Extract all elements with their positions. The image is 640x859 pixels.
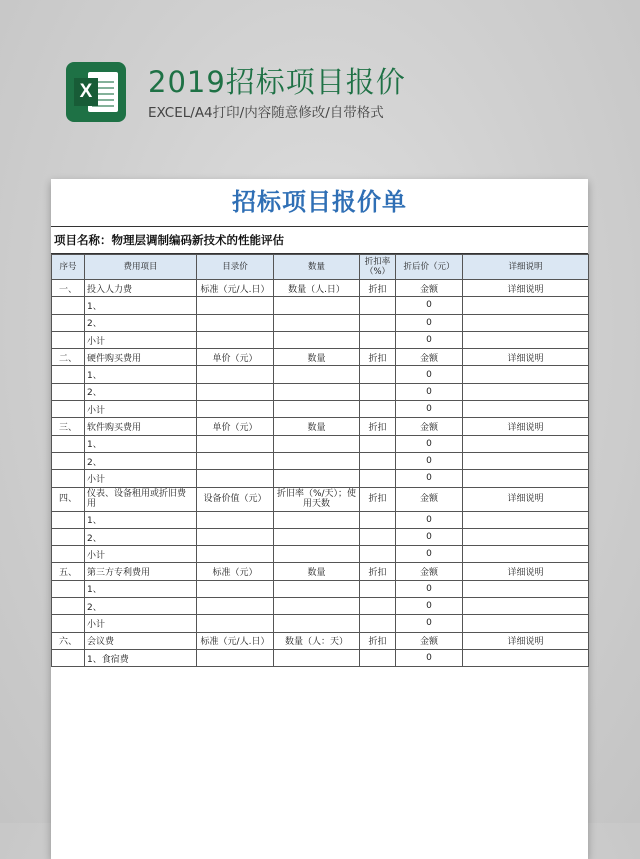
cell-no [52,314,85,331]
quote-sheet [51,179,588,859]
cell-discount [360,297,396,314]
cell-qty [274,615,360,632]
cell-item: 小计 [85,331,197,348]
cell-price: 标准（元） [197,563,274,580]
table-row [52,418,589,435]
cell-discount: 折扣 [360,487,396,511]
cell-price [197,383,274,400]
cell-note: 详细说明 [463,563,589,580]
table-row [52,297,589,314]
cell-note [463,580,589,597]
cell-qty: 数量 [274,418,360,435]
page-title: 2019招标项目报价 [148,65,406,99]
cell-qty [274,470,360,487]
cell-item: 2、 [85,452,197,469]
cell-qty [274,331,360,348]
cell-no [52,511,85,528]
col-header-after-price: 折后价（元） [396,255,463,280]
table-header-row [52,255,589,280]
cell-discount [360,383,396,400]
table-row [52,366,589,383]
cell-no [52,366,85,383]
cell-item: 1、 [85,297,197,314]
cell-no: 五、 [52,563,85,580]
cell-note [463,649,589,666]
cell-note [463,546,589,563]
cell-discount [360,366,396,383]
table-row [52,632,589,649]
cell-after-price: 0 [396,331,463,348]
col-header-note: 详细说明 [463,255,589,280]
cell-discount [360,401,396,418]
cell-note [463,401,589,418]
cell-qty [274,366,360,383]
cell-note [463,511,589,528]
table-row [52,314,589,331]
cell-after-price: 金额 [396,418,463,435]
cell-price: 设备价值（元） [197,487,274,511]
cell-qty [274,511,360,528]
cell-no [52,615,85,632]
cell-item: 小计 [85,401,197,418]
cell-after-price: 金额 [396,632,463,649]
cell-no: 一、 [52,280,85,297]
cell-no [52,452,85,469]
col-header-discount: 折扣率（%） [360,255,396,280]
cell-discount: 折扣 [360,349,396,366]
cell-price [197,580,274,597]
cell-note [463,470,589,487]
table-row [52,649,589,666]
cell-no [52,546,85,563]
cell-after-price: 0 [396,615,463,632]
table-row [52,580,589,597]
cell-qty [274,649,360,666]
cell-discount [360,598,396,615]
cell-price [197,470,274,487]
cell-qty [274,435,360,452]
cell-price [197,615,274,632]
cell-after-price: 0 [396,452,463,469]
cell-item: 1、 [85,511,197,528]
cell-after-price: 0 [396,314,463,331]
cell-qty [274,528,360,545]
table-row [52,349,589,366]
cell-discount: 折扣 [360,632,396,649]
cell-note [463,598,589,615]
cell-item: 软件购买费用 [85,418,197,435]
cell-discount [360,452,396,469]
cell-no [52,470,85,487]
cell-discount [360,649,396,666]
cell-qty: 数量（人.日） [274,280,360,297]
cell-qty [274,383,360,400]
col-header-qty: 数量 [274,255,360,280]
cell-note [463,383,589,400]
cell-discount: 折扣 [360,280,396,297]
cell-no [52,580,85,597]
table-row [52,546,589,563]
cell-after-price: 金额 [396,487,463,511]
cell-after-price: 0 [396,649,463,666]
cell-item: 1、 [85,366,197,383]
cell-no: 四、 [52,487,85,511]
cell-no [52,297,85,314]
table-row [52,331,589,348]
cell-price [197,435,274,452]
cell-note [463,331,589,348]
cell-item: 小计 [85,470,197,487]
cell-qty [274,314,360,331]
cell-after-price: 0 [396,598,463,615]
table-row [52,563,589,580]
cell-no [52,649,85,666]
cell-item: 第三方专利费用 [85,563,197,580]
cell-qty: 数量 [274,563,360,580]
cell-item: 2、 [85,528,197,545]
table-row [52,598,589,615]
table-row [52,528,589,545]
cell-discount: 折扣 [360,418,396,435]
cell-price [197,511,274,528]
cell-note [463,528,589,545]
cell-after-price: 0 [396,470,463,487]
cell-discount [360,615,396,632]
table-row [52,452,589,469]
cell-item: 1、食宿费 [85,649,197,666]
cell-discount [360,528,396,545]
col-header-item: 费用项目 [85,255,197,280]
cell-price: 标准（元/人.日） [197,632,274,649]
cell-no [52,331,85,348]
table-row [52,487,589,511]
page-subtitle: EXCEL/A4打印/内容随意修改/自带格式 [148,105,384,121]
cell-note [463,366,589,383]
cell-after-price: 金额 [396,280,463,297]
cell-item: 仪表、设备租用或折旧费用 [85,487,197,511]
cell-price [197,297,274,314]
cell-item: 硬件购买费用 [85,349,197,366]
cell-no: 二、 [52,349,85,366]
cell-qty [274,452,360,469]
table-row [52,401,589,418]
cell-qty [274,580,360,597]
cell-item: 投入人力费 [85,280,197,297]
cell-item: 小计 [85,546,197,563]
cell-price [197,598,274,615]
cell-discount [360,435,396,452]
table-row [52,470,589,487]
cell-note [463,452,589,469]
cell-discount [360,331,396,348]
cell-price: 单价（元） [197,349,274,366]
table-row [52,383,589,400]
cell-after-price: 0 [396,528,463,545]
cell-no [52,528,85,545]
cell-price [197,314,274,331]
cell-after-price: 0 [396,580,463,597]
cell-after-price: 金额 [396,563,463,580]
cell-discount [360,511,396,528]
project-name: 项目名称：物理层调制编码新技术的性能评估 [51,227,588,254]
cell-qty [274,401,360,418]
cell-after-price: 0 [396,511,463,528]
sheet-title: 招标项目报价单 [51,179,588,227]
cell-price [197,546,274,563]
cell-qty: 数量 [274,349,360,366]
cell-price [197,452,274,469]
cell-item: 小计 [85,615,197,632]
cell-item: 会议费 [85,632,197,649]
cell-discount [360,580,396,597]
cell-note: 详细说明 [463,418,589,435]
cell-no: 三、 [52,418,85,435]
table-row [52,435,589,452]
cell-after-price: 0 [396,366,463,383]
cell-no: 六、 [52,632,85,649]
cell-after-price: 0 [396,401,463,418]
cell-no [52,435,85,452]
cell-price [197,401,274,418]
cell-note: 详细说明 [463,487,589,511]
quote-table [51,254,589,667]
cell-item: 2、 [85,314,197,331]
table-row [52,615,589,632]
cell-note [463,314,589,331]
cell-price [197,331,274,348]
table-row [52,511,589,528]
cell-qty [274,297,360,314]
cell-after-price: 金额 [396,349,463,366]
cell-qty [274,546,360,563]
cell-discount [360,314,396,331]
cell-discount [360,546,396,563]
cell-note [463,435,589,452]
cell-discount: 折扣 [360,563,396,580]
cell-note: 详细说明 [463,349,589,366]
cell-no [52,401,85,418]
excel-logo [66,62,126,122]
cell-after-price: 0 [396,297,463,314]
cell-after-price: 0 [396,435,463,452]
cell-after-price: 0 [396,546,463,563]
cell-after-price: 0 [396,383,463,400]
cell-note [463,615,589,632]
cell-qty: 数量（人：天） [274,632,360,649]
col-header-no: 序号 [52,255,85,280]
cell-no [52,598,85,615]
cell-note: 详细说明 [463,280,589,297]
cell-item: 1、 [85,435,197,452]
col-header-price: 目录价 [197,255,274,280]
cell-note: 详细说明 [463,632,589,649]
table-row [52,280,589,297]
cell-price: 单价（元） [197,418,274,435]
excel-icon: X [74,78,98,106]
cell-qty [274,598,360,615]
cell-item: 2、 [85,383,197,400]
cell-qty: 折旧率（%/天）；使用天数 [274,487,360,511]
cell-item: 2、 [85,598,197,615]
cell-no [52,383,85,400]
cell-price [197,528,274,545]
cell-price [197,366,274,383]
cell-price [197,649,274,666]
cell-price: 标准（元/人.日） [197,280,274,297]
cell-item: 1、 [85,580,197,597]
cell-discount [360,470,396,487]
cell-note [463,297,589,314]
